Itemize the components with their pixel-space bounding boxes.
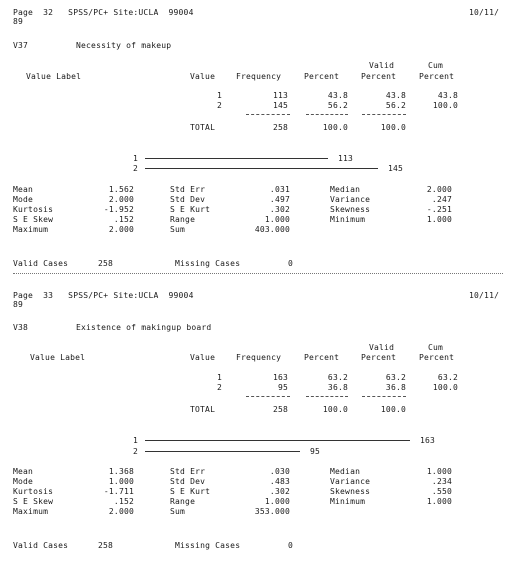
stat-name: Kurtosis [13,205,54,214]
stat-name: S E Kurt [170,487,211,496]
row-frequency: 113 [272,91,288,100]
stat-name: Minimum [330,497,366,506]
row-cum-percent: 100.0 [432,383,458,392]
page-separator [13,273,503,274]
stat-value: .152 [113,497,134,506]
stat-name: Kurtosis [13,487,54,496]
col-percent: Percent [304,72,340,81]
col-value-label: Value Label [30,353,86,362]
row-valid-percent: 43.8 [385,91,406,100]
col-valid-percent: Percent [361,353,397,362]
stat-name: Variance [330,195,371,204]
row-valid-percent: 63.2 [385,373,406,382]
stat-name: Median [330,185,361,194]
variable-name: V37 [13,41,29,50]
page-date: 10/11/ [469,8,500,17]
row-value: 1 [216,91,222,100]
stat-name: S E Skew [13,215,54,224]
row-frequency: 163 [272,373,288,382]
stat-value: 1.000 [264,215,290,224]
stat-name: Maximum [13,507,49,516]
stat-value: .247 [431,195,452,204]
total-label: TOTAL [190,405,216,414]
stat-name: Range [170,497,196,506]
col-valid-percent: Percent [361,72,397,81]
stat-value: -1.952 [103,205,134,214]
stat-value: 1.000 [426,467,452,476]
col-head-cum: Cum [428,61,444,70]
histogram-bar [145,158,328,159]
histogram-bar [145,451,300,452]
histogram-label: 2 [133,447,139,456]
total-rule [362,114,406,115]
stat-name: Std Err [170,185,206,194]
missing-cases-value: 0 [288,541,294,550]
total-valid-percent: 100.0 [380,405,406,414]
total-rule [246,114,290,115]
stat-name: S E Skew [13,497,54,506]
valid-cases-label: Valid Cases [13,259,69,268]
variable-label: Existence of makingup board [76,323,212,332]
histogram-count: 145 [388,164,404,173]
histogram-label: 1 [133,436,139,445]
row-percent: 56.2 [327,101,348,110]
stat-name: Std Err [170,467,206,476]
stat-value: 2.000 [108,225,134,234]
col-frequency: Frequency [236,72,282,81]
stat-value: .030 [269,467,290,476]
stat-name: Mean [13,185,34,194]
stat-value: 353.000 [254,507,290,516]
stat-name: Minimum [330,215,366,224]
total-rule [306,114,348,115]
stat-value: 1.000 [426,497,452,506]
stat-value: 1.368 [108,467,134,476]
total-rule [362,396,406,397]
stat-value: 2.000 [426,185,452,194]
histogram-label: 1 [133,154,139,163]
missing-cases-value: 0 [288,259,294,268]
stat-name: Sum [170,507,186,516]
missing-cases-label: Missing Cases [175,541,241,550]
stat-name: Maximum [13,225,49,234]
stat-value: .234 [431,477,452,486]
histogram-count: 163 [420,436,436,445]
col-head-cum: Cum [428,343,444,352]
stat-value: .483 [269,477,290,486]
stat-value: -.251 [426,205,452,214]
row-frequency: 145 [272,101,288,110]
stat-value: 2.000 [108,507,134,516]
stat-name: Sum [170,225,186,234]
row-cum-percent: 43.8 [437,91,458,100]
row-value: 2 [216,383,222,392]
row-percent: 63.2 [327,373,348,382]
col-head-valid: Valid [369,343,395,352]
valid-cases-value: 258 [98,541,114,550]
histogram-count: 113 [338,154,354,163]
stat-name: S E Kurt [170,205,211,214]
col-head-valid: Valid [369,61,395,70]
valid-cases-value: 258 [98,259,114,268]
stat-value: .550 [431,487,452,496]
row-frequency: 95 [277,383,288,392]
histogram-bar [145,168,378,169]
stat-value: 1.000 [264,497,290,506]
stat-value: .497 [269,195,290,204]
stat-name: Skewness [330,487,371,496]
stat-name: Median [330,467,361,476]
page-date: 10/11/ [469,291,500,300]
row-value: 1 [216,373,222,382]
total-rule [306,396,348,397]
variable-name: V38 [13,323,29,332]
row-percent: 36.8 [327,383,348,392]
stat-name: Range [170,215,196,224]
page-date-year: 89 [13,17,24,26]
stat-name: Mode [13,195,34,204]
page-header: Page 32 SPSS/PC+ Site:UCLA 99004 [13,8,194,17]
histogram-label: 2 [133,164,139,173]
stat-value: 1.000 [108,477,134,486]
col-cum-percent: Percent [419,353,455,362]
missing-cases-label: Missing Cases [175,259,241,268]
page-date-year: 89 [13,300,24,309]
stat-name: Mean [13,467,34,476]
total-percent: 100.0 [322,123,348,132]
total-frequency: 258 [272,123,288,132]
col-value: Value [190,353,216,362]
total-label: TOTAL [190,123,216,132]
stat-name: Skewness [330,205,371,214]
spss-output-page [0,281,516,562]
total-frequency: 258 [272,405,288,414]
row-percent: 43.8 [327,91,348,100]
row-valid-percent: 56.2 [385,101,406,110]
page-header: Page 33 SPSS/PC+ Site:UCLA 99004 [13,291,194,300]
col-frequency: Frequency [236,353,282,362]
stat-value: .302 [269,205,290,214]
stat-name: Variance [330,477,371,486]
stat-name: Std Dev [170,195,206,204]
row-valid-percent: 36.8 [385,383,406,392]
total-valid-percent: 100.0 [380,123,406,132]
col-percent: Percent [304,353,340,362]
stat-name: Std Dev [170,477,206,486]
histogram-bar [145,440,410,441]
total-rule [246,396,290,397]
stat-value: -1.711 [103,487,134,496]
row-value: 2 [216,101,222,110]
stat-value: .031 [269,185,290,194]
valid-cases-label: Valid Cases [13,541,69,550]
col-value: Value [190,72,216,81]
row-cum-percent: 100.0 [432,101,458,110]
col-cum-percent: Percent [419,72,455,81]
stat-value: .152 [113,215,134,224]
col-value-label: Value Label [26,72,82,81]
stat-value: 2.000 [108,195,134,204]
stat-name: Mode [13,477,34,486]
row-cum-percent: 63.2 [437,373,458,382]
stat-value: 403.000 [254,225,290,234]
histogram-count: 95 [310,447,321,456]
stat-value: 1.562 [108,185,134,194]
stat-value: .302 [269,487,290,496]
total-percent: 100.0 [322,405,348,414]
variable-label: Necessity of makeup [76,41,172,50]
stat-value: 1.000 [426,215,452,224]
